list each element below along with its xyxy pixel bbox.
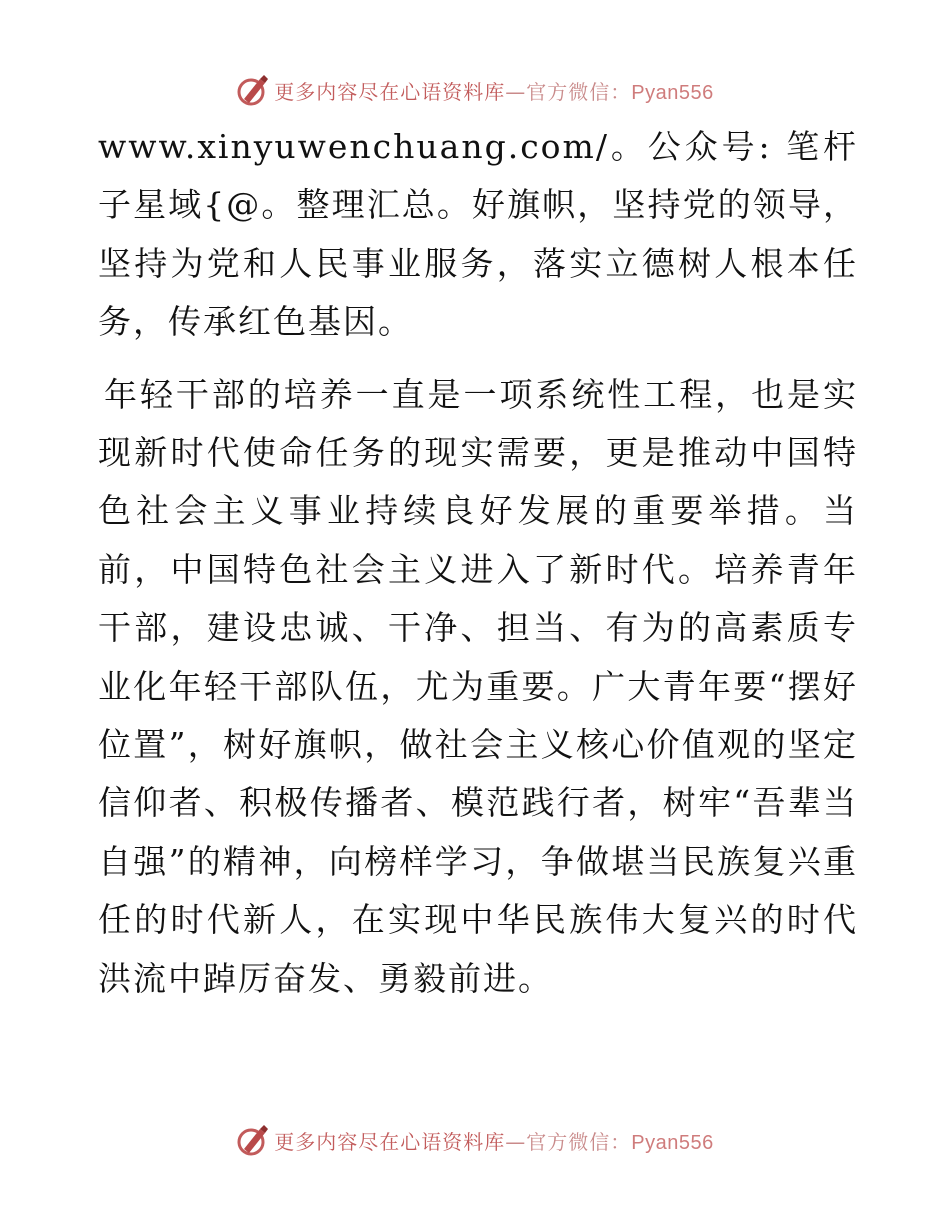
pen-nib-logo-icon <box>236 73 270 107</box>
header-banner <box>0 70 950 110</box>
banner-brand: 更多内容尽在心语资料库 <box>274 1129 506 1154</box>
banner-separator: — <box>505 1129 527 1154</box>
document-body <box>98 118 858 1008</box>
pen-nib-logo-icon <box>236 1123 270 1157</box>
banner-brand: 更多内容尽在心语资料库 <box>274 79 506 104</box>
paragraph-2: 年轻干部的培养一直是一项系统性工程，也是实现新时代使命任务的现实需要，更是推动中国特色社会主义事业持续良好发展的重要举措。当前，中国特色社会主义进入了新时代。培养青年干部，建设忠诚、干净、担当、有为的高素质专业化年轻干部队伍，尤为重要。广大青年要“摆好位置”，树好旗帜，做社会主义核心价值观的坚定信仰者、积极传播者、模范践行者，树牢“吾辈当自强”的精神，向榜样学习，争做堪当民族复兴重任的时代新人，在实现中华民族伟大复兴的时代洪流中踔厉奋发、勇毅前进。 <box>98 374 858 998</box>
banner-separator: — <box>505 79 527 104</box>
banner-text <box>274 1126 713 1155</box>
banner-handle: Pyan556 <box>631 81 714 104</box>
banner-text <box>274 76 713 105</box>
paragraph-1: www.xinyuwenchuang.com/。公众号: 笔杆子星域{@。整理汇总。好旗帜，坚持党的领导，坚持为党和人民事业服务，落实立德树人根本任务，传承红色基因。 <box>98 127 858 342</box>
footer-banner <box>0 1120 950 1160</box>
banner-handle: Pyan556 <box>631 1131 714 1154</box>
banner-label: 官方微信： <box>526 79 632 104</box>
banner-label: 官方微信： <box>526 1129 632 1154</box>
